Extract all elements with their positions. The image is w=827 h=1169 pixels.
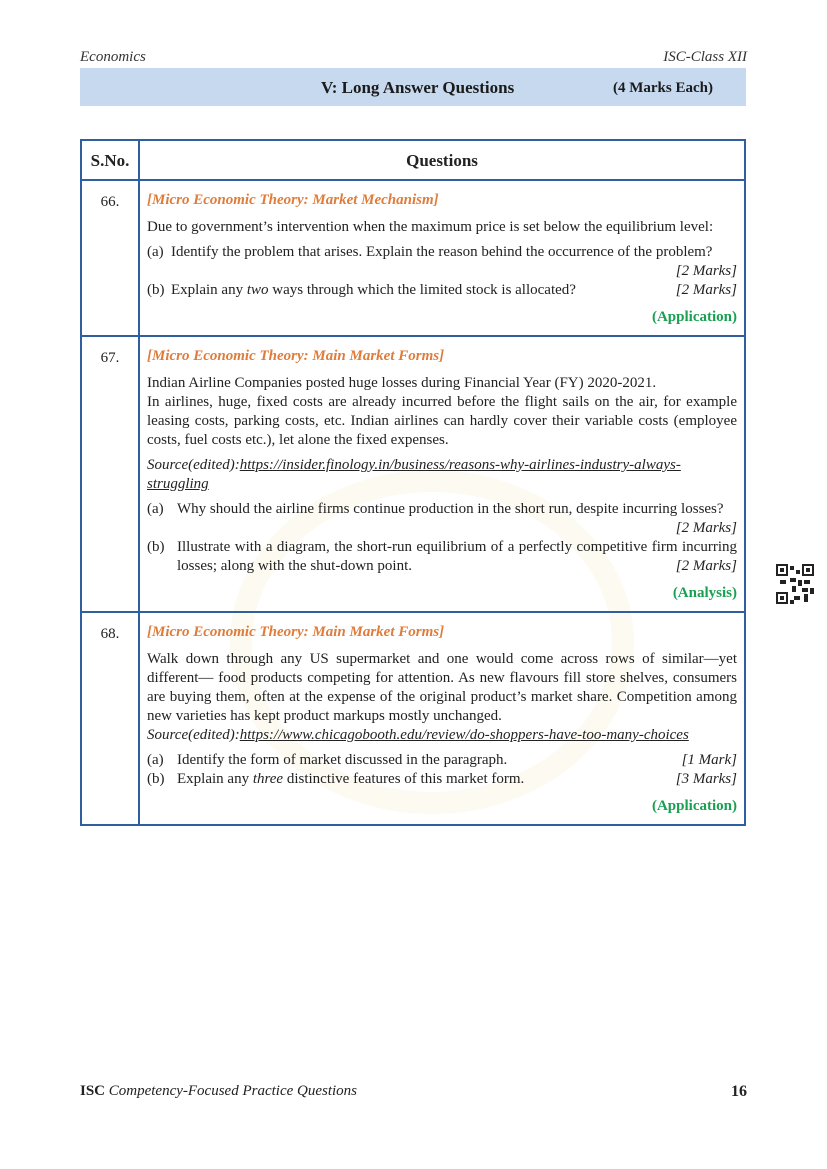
qr-code-icon[interactable] xyxy=(776,564,814,604)
sub-question-marks: [2 Marks] xyxy=(675,282,737,298)
sub-question-label: (a) xyxy=(147,244,164,260)
sub-question-marks: [1 Mark] xyxy=(681,752,737,768)
sub-question-text: Identify the form of market discussed in the paragraph. xyxy=(177,752,508,768)
question-number: 67. xyxy=(81,336,139,612)
sub-question-label: (a) xyxy=(147,752,164,768)
sub-question xyxy=(147,281,737,300)
question-cell xyxy=(139,180,745,336)
sub-question-label: (a) xyxy=(147,501,164,517)
sub-question xyxy=(147,243,737,281)
competency-level: (Application) xyxy=(651,309,737,325)
table-header-row xyxy=(81,140,745,180)
questions-table xyxy=(80,139,746,826)
sub-question-marks: [2 Marks] xyxy=(675,558,737,574)
sub-question-emphasis: two xyxy=(246,282,269,298)
question-cell xyxy=(139,612,745,825)
question-cell xyxy=(139,336,745,612)
footer-series: Competency-Focused Practice Questions xyxy=(108,1083,358,1099)
sub-question-text: Illustrate with a diagram, the short-run equilibrium of a perfectly competitive firm incurring losses; along with the shut-down point. xyxy=(177,539,737,574)
col-header-sno: S.No. xyxy=(81,140,139,180)
source-citation xyxy=(147,456,737,494)
sub-question-text: Why should the airline firms continue production in the short run, despite incurring losses? xyxy=(177,501,724,517)
sub-question-marks: [2 Marks] xyxy=(675,520,737,536)
question-topic: [Micro Economic Theory: Main Market Forms] xyxy=(147,624,445,640)
section-title: V: Long Answer Questions xyxy=(321,78,515,97)
sub-question-marks: [3 Marks] xyxy=(675,771,737,787)
sub-question-text: Explain any xyxy=(171,282,247,298)
sub-question-text-cont: distinctive features of this market form. xyxy=(283,771,525,787)
sub-question-text-cont: ways through which the limited stock is allocated? xyxy=(268,282,576,298)
sub-question-label: (b) xyxy=(147,539,165,555)
table-row xyxy=(81,180,745,336)
source-link[interactable]: https://www.chicagobooth.edu/review/do-shoppers-have-too-many-choices xyxy=(239,727,689,743)
sub-question-text: Identify the problem that arises. Explain the reason behind the occurrence of the problem? xyxy=(171,244,713,260)
sub-question xyxy=(147,500,737,538)
sub-question xyxy=(147,770,737,789)
footer-title xyxy=(80,1083,357,1100)
question-number: 66. xyxy=(81,180,139,336)
footer-brand: ISC xyxy=(80,1083,106,1099)
sub-question-label: (b) xyxy=(147,771,165,787)
competency-level: (Analysis) xyxy=(672,585,737,601)
table-row xyxy=(81,336,745,612)
competency-level: (Application) xyxy=(651,798,737,814)
question-topic: [Micro Economic Theory: Market Mechanism] xyxy=(147,192,439,208)
section-marks: (4 Marks Each) xyxy=(613,80,713,96)
page-number: 16 xyxy=(731,1083,747,1100)
question-intro: Due to government’s intervention when the maximum price is set below the equilibrium level: xyxy=(147,219,714,235)
sub-question-text: Explain any xyxy=(177,771,253,787)
table-row xyxy=(81,612,745,825)
source-label: Source(edited): xyxy=(147,457,240,473)
source-link[interactable]: https://insider.finology.in/business/reasons-why-airlines-industry-always-struggling xyxy=(147,457,681,492)
question-intro: Walk down through any US supermarket and one would come across rows of similar—yet different— food products competing for attention. As new flavours fill store shelves, consumers are buying them, often at the expense of the original product’s market share. Competition among new varieties has kept product markups mostly unchanged. xyxy=(147,651,737,724)
question-intro: In airlines, huge, fixed costs are already incurred before the flight sails on the air, for example leasing costs, parking costs, etc. Indian airlines can hardly cover their variable costs (employee costs, fuel costs etc.), let alone the fixed expenses. xyxy=(147,394,737,448)
sub-question xyxy=(147,538,737,576)
sub-question-emphasis: three xyxy=(252,771,284,787)
sub-question-marks: [2 Marks] xyxy=(675,263,737,279)
section-banner xyxy=(80,68,746,106)
col-header-questions: Questions xyxy=(139,140,745,180)
header-class: ISC-Class XII xyxy=(663,49,747,65)
header-subject: Economics xyxy=(80,49,146,65)
question-topic: [Micro Economic Theory: Main Market Forms] xyxy=(147,348,445,364)
source-citation xyxy=(147,726,737,745)
sub-question-label: (b) xyxy=(147,282,165,298)
question-number: 68. xyxy=(81,612,139,825)
sub-question xyxy=(147,751,737,770)
source-label: Source(edited): xyxy=(147,727,240,743)
question-intro: Indian Airline Companies posted huge losses during Financial Year (FY) 2020-2021. xyxy=(147,375,657,391)
